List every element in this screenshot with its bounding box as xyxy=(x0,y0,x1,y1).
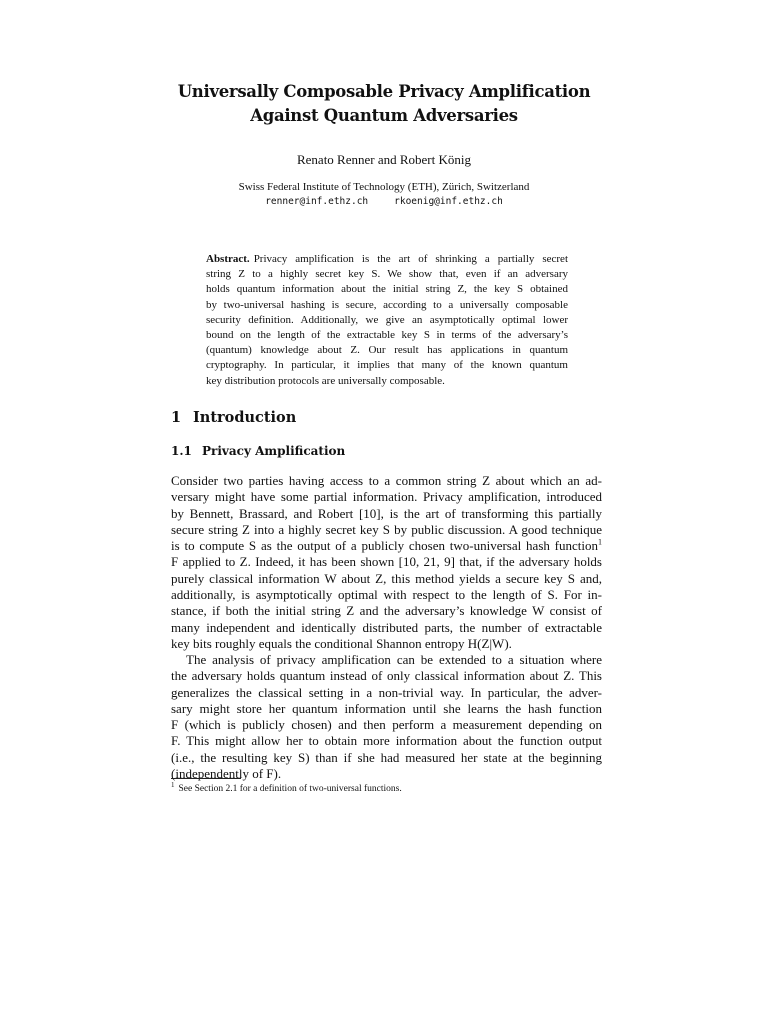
paper-title-line-1: Universally Composable Privacy Amplification xyxy=(177,82,591,101)
paragraph-2 xyxy=(171,652,602,782)
paragraph-line: (independently of F). xyxy=(171,766,282,782)
abstract-line: key distribution protocols are universally composable. xyxy=(206,374,445,387)
paragraph-line: F applied to Z. Indeed, it has been shown [10, 21, 9] that, if the adversary holds xyxy=(171,554,602,570)
paragraph-line: secure string Z into a highly secret key S by public discussion. A good technique xyxy=(171,521,602,537)
author-list: Renato Renner and Robert König xyxy=(296,152,471,167)
affiliation: Swiss Federal Institute of Technology (ETH), Zürich, Switzerland xyxy=(238,181,530,193)
author-email-koenig: rkoenig@inf.ethz.ch xyxy=(394,196,503,207)
paragraph-line-text: is to compute S as the output of a publicly chosen two-universal hash function xyxy=(171,538,598,554)
paragraph-line: versary might have some partial information. Privacy amplification, introduced xyxy=(171,489,602,505)
abstract-line: holds quantum information about the initial string Z, the key S obtained xyxy=(206,283,568,296)
section-heading-introduction xyxy=(171,409,296,426)
abstract-line: security definition. Additionally, we give an asymptotically optimal lower xyxy=(206,313,568,326)
abstract-line: by two-universal hashing is secure, according to a universally composable xyxy=(206,298,568,311)
subsection-number: 1.1 xyxy=(171,444,192,458)
abstract-label: Abstract. xyxy=(206,253,250,265)
paragraph-line xyxy=(171,538,602,554)
paragraph-line: F. This might allow her to obtain more information about the function output xyxy=(171,733,602,749)
paragraph-line: key bits roughly equals the conditional Shannon entropy H(Z|W). xyxy=(171,635,512,651)
section-title: Introduction xyxy=(193,409,297,426)
paper-title-line-2: Against Quantum Adversaries xyxy=(250,106,518,125)
author-emails xyxy=(100,196,668,207)
paragraph-line: stance, if both the initial string Z and the adversary’s knowledge W consist of xyxy=(171,603,602,619)
abstract-line: bound on the length of the extractable key S in terms of the adversary’s xyxy=(206,329,568,342)
abstract-line xyxy=(206,252,568,267)
subsection-heading-privacy-amplification xyxy=(171,444,345,458)
paragraph-line: The analysis of privacy amplification can be extended to a situation where xyxy=(186,652,602,667)
footnote xyxy=(171,781,402,794)
paragraph-line: generalizes the classical setting in a non-trivial way. In particular, the adver- xyxy=(171,684,602,700)
paragraph-line: by Bennett, Brassard, and Robert [10], is the art of transforming this partially xyxy=(171,505,602,521)
subsection-title: Privacy Amplification xyxy=(202,444,346,458)
abstract-line-text: Privacy amplification is the art of shrinking a partially secret xyxy=(253,253,568,265)
paragraph-line: sary might store her quantum information until she learns the hash function xyxy=(171,700,602,716)
paragraph-line: purely classical information W about Z, this method yields a secure key S and, xyxy=(171,570,602,586)
footnote-reference[interactable]: 1 xyxy=(598,537,602,547)
paragraph-line: F (which is publicly chosen) and then perform a measurement depending on xyxy=(171,717,602,733)
footnote-divider xyxy=(171,778,241,779)
footnote-text: See Section 2.1 for a definition of two-universal functions. xyxy=(178,784,402,795)
abstract-line: (quantum) knowledge about Z. Our result has applications in quantum xyxy=(206,344,568,357)
footnote-number: 1 xyxy=(171,781,175,789)
section-number: 1 xyxy=(171,409,182,426)
paragraph-line: Consider two parties having access to a common string Z about which an ad- xyxy=(171,473,602,488)
paragraph-line: (i.e., the resulting key S) than if she had measured her state at the beginning xyxy=(171,749,602,765)
abstract-line: string Z to a highly secret key S. We show that, even if an adversary xyxy=(206,268,568,281)
abstract-line: cryptography. In particular, it implies that many of the known quantum xyxy=(206,359,568,372)
paragraph-line: the adversary holds quantum instead of only classical information about Z. This xyxy=(171,668,602,684)
paragraph-1 xyxy=(171,473,602,652)
paragraph-line: additionally, is asymptotically optimal with respect to the length of S. For in- xyxy=(171,587,602,603)
paragraph-line: many independent and identically distributed parts, the number of extractable xyxy=(171,619,602,635)
author-email-renner: renner@inf.ethz.ch xyxy=(265,196,369,207)
abstract xyxy=(206,252,568,389)
